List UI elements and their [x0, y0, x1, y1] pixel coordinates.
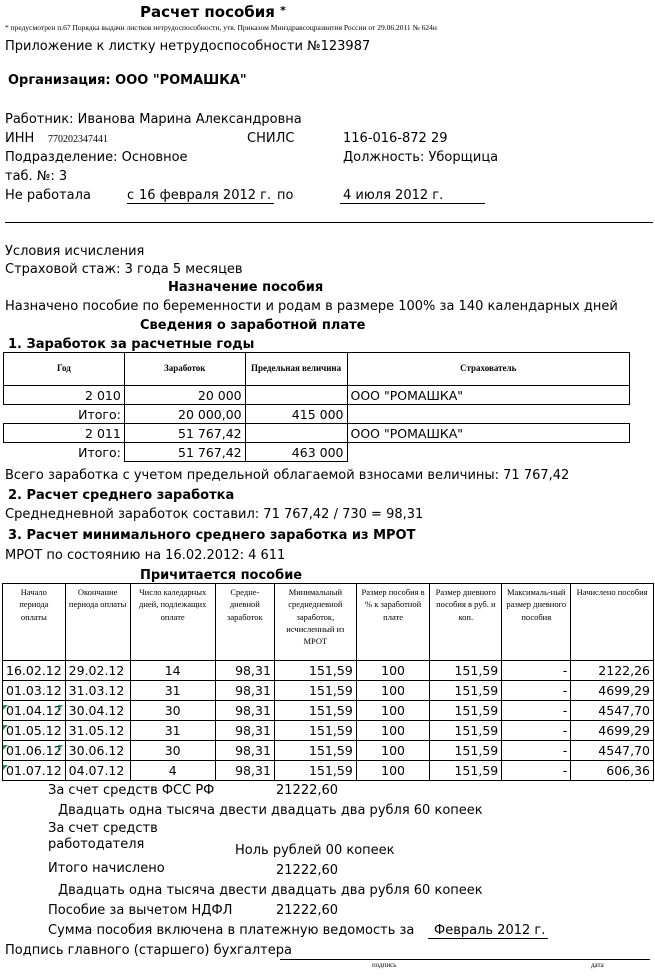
pay-header-cell: Минимальный среднедневной заработок, исчисленный из МРОТ [274, 584, 356, 661]
pay-cell: 100 [356, 761, 430, 781]
pay-cell: - [502, 761, 571, 781]
absence-label: Не работала [5, 188, 91, 203]
snils-label: СНИЛС [247, 131, 295, 146]
pay-cell: 151,59 [274, 761, 356, 781]
pay-cell: 31 [130, 681, 215, 701]
pay-cell: 151,59 [430, 681, 502, 701]
pay-cell: 151,59 [274, 721, 356, 741]
pay-cell: 31 [130, 721, 215, 741]
net-label: Пособие за вычетом НДФЛ [48, 903, 233, 918]
pay-cell: 2122,26 [571, 661, 654, 681]
payroll-value: Февраль 2012 г. [434, 923, 546, 938]
net-value: 21222,60 [276, 903, 339, 918]
tab-number: таб. №: 3 [5, 169, 68, 184]
pay-cell: 151,59 [430, 701, 502, 721]
payments-table [2, 583, 654, 781]
table-row [3, 681, 654, 701]
insurance-period: Страховой стаж: 3 года 5 месяцев [5, 262, 243, 277]
pay-cell: 16.02.12 [3, 661, 66, 681]
earn-total-limit: 463 000 [245, 443, 347, 462]
cell-marker-icon [58, 705, 63, 710]
pay-header-cell: Окончание периода оплаты [65, 584, 130, 661]
pay-cell: - [502, 721, 571, 741]
earn-insurer: ООО "РОМАШКА" [347, 386, 630, 405]
table-row [3, 761, 654, 781]
to-underline [340, 203, 485, 204]
pay-cell: 151,59 [274, 701, 356, 721]
pay-cell: 30 [130, 741, 215, 761]
earn-header-limit: Предельная величина [245, 353, 347, 386]
due-title: Причитается пособие [140, 568, 303, 583]
pay-cell: 01.05.12 [3, 721, 66, 741]
payroll-label: Сумма пособия включена в платежную ведомость за [48, 923, 415, 938]
pay-cell: 606,36 [571, 761, 654, 781]
section-3-title: 3. Расчет минимального среднего заработка из МРОТ [8, 528, 416, 543]
appendix-line: Приложение к листку нетрудоспособности №123987 [5, 39, 371, 54]
pay-cell: 01.04.12 [3, 701, 66, 721]
earn-earnings: 20 000 [124, 386, 245, 405]
pay-header-cell: Максималь-ный размер дневного пособия [502, 584, 571, 661]
pay-cell: - [502, 681, 571, 701]
conditions: Условия исчисления [5, 244, 145, 259]
cell-marker-icon [58, 745, 63, 750]
pay-cell: 151,59 [430, 741, 502, 761]
section-2-title: 2. Расчет среднего заработка [8, 488, 235, 503]
snils-value: 116-016-872 29 [343, 131, 448, 146]
assignment-title: Назначение пособия [168, 280, 324, 295]
payroll-underline [428, 938, 548, 939]
position: Должность: Уборщица [343, 150, 499, 165]
pay-cell: 31.03.12 [65, 681, 130, 701]
section-1-title: 1. Заработок за расчетные годы [8, 337, 255, 352]
pay-cell: 98,31 [215, 681, 274, 701]
absence-to: 4 июля 2012 г. [343, 188, 444, 203]
pay-cell: 151,59 [274, 741, 356, 761]
earn-total-limit: 415 000 [245, 405, 347, 424]
table-row [3, 721, 654, 741]
fss-value: 21222,60 [276, 783, 339, 798]
absence-to-label: по [277, 188, 294, 203]
pay-cell: 01.03.12 [3, 681, 66, 701]
inn-label: ИНН [5, 131, 35, 146]
pay-cell: 100 [356, 701, 430, 721]
employer-words: Ноль рублей 00 копеек [235, 843, 395, 858]
pay-cell: 4547,70 [571, 701, 654, 721]
pay-header-cell: Начало периода оплаты [3, 584, 66, 661]
pay-cell: 100 [356, 681, 430, 701]
pay-cell: 01.06.12 [3, 741, 66, 761]
pay-cell: 4699,29 [571, 681, 654, 701]
pay-cell: 151,59 [274, 681, 356, 701]
total-accrued-value: 21222,60 [276, 863, 339, 878]
earn-limit [245, 424, 347, 443]
earn-header-insurer: Страхователь [347, 353, 630, 386]
total-accrued-label: Итого начислено [48, 861, 165, 876]
pay-cell: 04.07.12 [65, 761, 130, 781]
cell-marker-icon [3, 725, 8, 730]
pay-cell: 31.05.12 [65, 721, 130, 741]
page-title: Расчет пособия * [140, 3, 286, 21]
pay-cell: 4699,29 [571, 721, 654, 741]
pay-cell: 4 [130, 761, 215, 781]
cell-marker-icon [3, 765, 8, 770]
pay-cell: 98,31 [215, 741, 274, 761]
earn-header-year: Год [4, 353, 125, 386]
pay-cell: 30.06.12 [65, 741, 130, 761]
absence-from: 16 февраля 2012 г. [139, 188, 272, 203]
pay-cell: 98,31 [215, 721, 274, 741]
pay-cell: 98,31 [215, 661, 274, 681]
average-earnings: Среднедневной заработок составил: 71 767,42 / 730 = 98,31 [5, 507, 424, 522]
pay-cell: 14 [130, 661, 215, 681]
employer-label: За счет средств [48, 821, 158, 836]
pay-cell: 29.02.12 [65, 661, 130, 681]
pay-header-cell: Средне-дневной заработок [215, 584, 274, 661]
earn-total: 51 767,42 [124, 443, 245, 462]
pay-cell: - [502, 661, 571, 681]
pay-cell: 30 [130, 701, 215, 721]
pay-cell: - [502, 741, 571, 761]
earn-year: 2 011 [4, 424, 125, 443]
cell-marker-icon [3, 745, 8, 750]
earn-header-earnings: Заработок [124, 353, 245, 386]
table-row [3, 661, 654, 681]
earn-earnings: 51 767,42 [124, 424, 245, 443]
assignment-text: Назначено пособие по беременности и родам в размере 100% за 140 календарных дней [5, 299, 618, 314]
pay-cell: 151,59 [430, 661, 502, 681]
pay-header-cell: Размер пособия в % к заработной плате [356, 584, 430, 661]
worker: Работник: Иванова Марина Александровна [5, 112, 302, 127]
earn-total-label: Итого: [78, 444, 121, 460]
earn-insurer: ООО "РОМАШКА" [347, 424, 630, 443]
inn-value: 770202347441 [48, 134, 108, 145]
pay-cell: 100 [356, 661, 430, 681]
salary-title: Сведения о заработной плате [140, 318, 366, 333]
earn-total: 20 000,00 [124, 405, 245, 424]
pay-cell: - [502, 701, 571, 721]
earn-year: 2 010 [4, 386, 125, 405]
total-words: Двадцать одна тысяча двести двадцать два рубля 60 копеек [58, 883, 483, 898]
sign-caption: подпись [372, 961, 397, 969]
pay-cell: 151,59 [430, 721, 502, 741]
earn-limit [245, 386, 347, 405]
fss-label: За счет средств ФСС РФ [48, 783, 215, 798]
separator-line [5, 222, 653, 223]
pay-cell: 100 [356, 721, 430, 741]
pay-cell: 151,59 [274, 661, 356, 681]
signature-line [280, 959, 650, 960]
fss-words: Двадцать одна тысяча двести двадцать два рубля 60 копеек [58, 803, 483, 818]
pay-header-cell: Число каледарных дней, подлежащих оплате [130, 584, 215, 661]
pay-header-cell: Размер дневного пособия в руб. и коп. [430, 584, 502, 661]
date-caption: дата [591, 961, 604, 969]
absence-from-label: с [127, 188, 135, 203]
pay-cell: 30.04.12 [65, 701, 130, 721]
pay-cell: 98,31 [215, 701, 274, 721]
from-underline [127, 203, 274, 204]
pay-cell: 98,31 [215, 761, 274, 781]
pay-cell: 4547,70 [571, 741, 654, 761]
mrot-line: МРОТ по состоянию на 16.02.2012: 4 611 [5, 548, 286, 563]
footnote: * предусмотрен п.67 Порядка выдачи листков нетрудоспособности, утв. Приказом Минздравсоцразвития России от 29.06.2011 № 624н [5, 23, 437, 32]
pay-cell: 100 [356, 741, 430, 761]
pay-cell: 01.07.12 [3, 761, 66, 781]
total-earnings: Всего заработка с учетом предельной облагаемой взносами величины: 71 767,42 [5, 468, 570, 483]
table-row [3, 741, 654, 761]
division: Подразделение: Основное [5, 150, 188, 165]
pay-header-cell: Начислено пособия [571, 584, 654, 661]
earnings-table [3, 352, 630, 462]
employer-label-2: работодателя [48, 837, 145, 852]
table-row [3, 701, 654, 721]
organization: Организация: ООО "РОМАШКА" [8, 73, 247, 88]
pay-cell: 151,59 [430, 761, 502, 781]
signature-label: Подпись главного (старшего) бухгалтера [5, 943, 292, 958]
cell-marker-icon [3, 705, 8, 710]
earn-total-label: Итого: [78, 406, 121, 422]
